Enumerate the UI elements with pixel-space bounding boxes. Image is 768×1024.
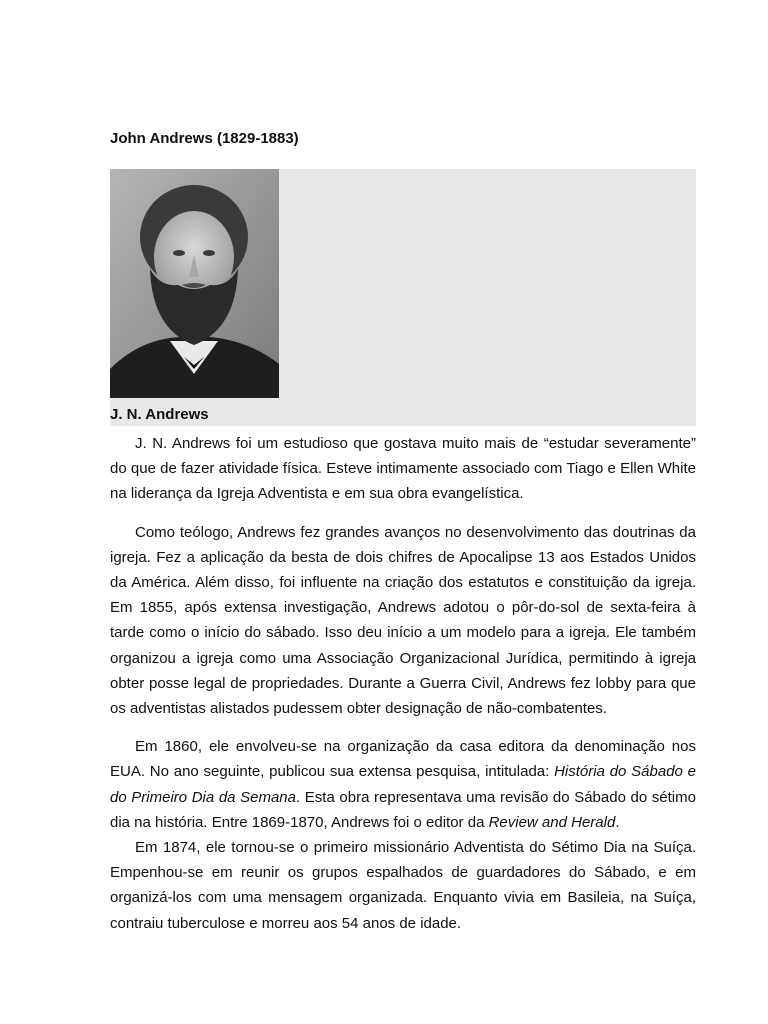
- paragraph-2: Como teólogo, Andrews fez grandes avanços no desenvolvimento das doutrinas da igreja. Fez a aplicação da besta de dois chifres de Apocalipse 13 aos Estados Unidos da América. Além disso, foi influente na criação dos estatutos e constituição da igreja. Em 1855, após extensa investigação, Andrews adotou o pôr-do-sol de sexta-feira à tarde como o início do sábado. Isso deu início a um modelo para a igreja. Ele também organizou a igreja como uma Associação Organizacional Jurídica, permitindo à igreja obter posse legal de propriedades. Durante a Guerra Civil, Andrews fez lobby para que os adventistas alistados pudessem obter designação de não-combatentes.: [110, 523, 696, 718]
- paragraph-3: [110, 734, 696, 835]
- paragraph-3-text-b: . Esta obra representava uma revisão do Sábado do sétimo dia na história. Entre 1869-1870, Andrews foi o editor da: [110, 788, 696, 831]
- book-title-historia-do-sabado: História do Sábado e do Primeiro Dia da Semana: [110, 763, 697, 806]
- paragraph-3-text-c: .: [615, 813, 620, 831]
- paragraph-3-text-a: Em 1860, ele envolveu-se na organização da casa editora da denominação nos EUA. No ano seguinte, publicou sua extensa pesquisa, intitulada:: [110, 738, 696, 781]
- portrait-photo: [110, 169, 279, 398]
- portrait-figure: [110, 169, 696, 426]
- periodical-title-review-and-herald: Review and Herald: [488, 813, 616, 831]
- paragraph-1: J. N. Andrews foi um estudioso que gostava muito mais de “estudar severamente” do que de fazer atividade física. Esteve intimamente associado com Tiago e Ellen White na liderança da Igreja Adventista e em sua obra evangelística.: [110, 435, 696, 503]
- portrait-caption: J. N. Andrews: [110, 406, 209, 423]
- article-body: [110, 431, 696, 936]
- document-title: John Andrews (1829-1883): [110, 130, 299, 147]
- paragraph-4: Em 1874, ele tornou-se o primeiro missionário Adventista do Sétimo Dia na Suíça. Empenhou-se em reunir os grupos espalhados de guardadores do Sábado, e em organizá-los com uma mensagem organizada. Enquanto vivia em Basileia, na Suíça, contraiu tuberculose e morreu aos 54 anos de idade.: [110, 839, 696, 932]
